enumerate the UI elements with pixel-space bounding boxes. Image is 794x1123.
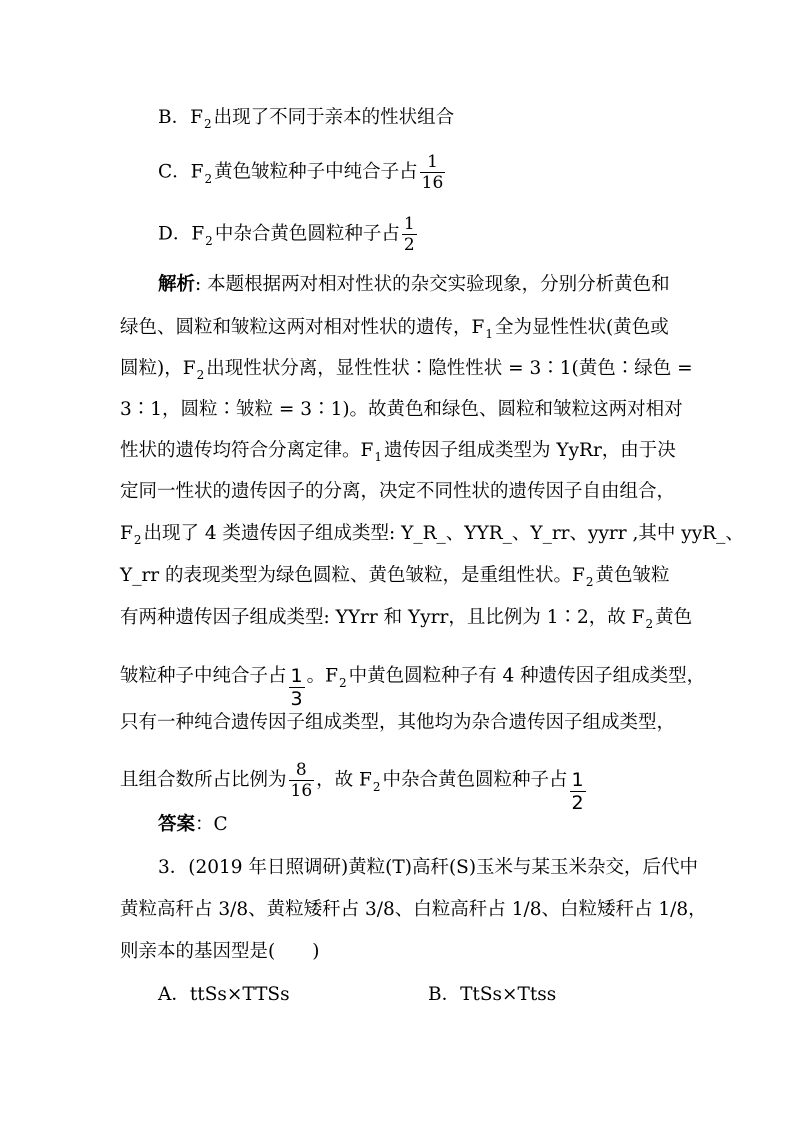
question-3-line-1 <box>158 856 698 880</box>
subscript: 2 <box>133 533 142 547</box>
subscript: 1 <box>485 327 493 341</box>
analysis-text: 性状的遗传均符合分离定律。F <box>120 440 374 461</box>
analysis-text: 遗传因子组成类型为 YyRr，由于决 <box>383 440 676 461</box>
option-d-prefix: D．F <box>158 223 205 245</box>
option-b <box>158 106 454 131</box>
numerator: 1 <box>571 769 584 791</box>
subscript: 2 <box>645 617 654 631</box>
denominator: 2 <box>403 235 415 255</box>
analysis-text: 出现了 4 类遗传因子组成类型: Y_R_、YYR_、Y_rr、yyrr ,其中 yyR_、 <box>143 523 744 544</box>
question-3-line-2 <box>120 898 707 922</box>
option-a-q3 <box>158 983 290 1007</box>
analysis-line-6 <box>120 480 675 504</box>
denominator: 16 <box>290 781 313 801</box>
subscript: 2 <box>196 368 205 382</box>
numerator: 1 <box>290 665 303 687</box>
analysis-text: 中杂合黄色圆粒种子占 <box>382 769 568 791</box>
analysis-line-5 <box>120 439 676 464</box>
analysis-label: 解析 <box>158 274 196 295</box>
analysis-text: : 本题根据两对相对性状的杂交实验现象，分别分析黄色和 <box>195 274 670 295</box>
option-d <box>158 214 419 255</box>
subscript: 2 <box>585 575 594 589</box>
analysis-line-1 <box>158 273 670 297</box>
question-text: 黄粒高秆占 3/8、黄粒矮秆占 3/8、白粒高秆占 1/8、白粒矮秆占 1/8， <box>120 899 707 920</box>
option-c <box>158 152 447 193</box>
denominator: 3 <box>290 688 303 710</box>
analysis-line-12 <box>120 758 588 814</box>
analysis-text: 有两种遗传因子组成类型: YYrr 和 Yyrr，且比例为 1∶2，故 F <box>120 607 645 628</box>
subscript: 2 <box>205 233 213 248</box>
analysis-text: 圆粒)，F <box>120 358 196 379</box>
numerator: 1 <box>403 214 415 234</box>
question-text: 则亲本的基因型是( ) <box>120 941 320 962</box>
analysis-text: 出现性状分离，显性性状∶隐性性状 = 3∶1(黄色∶绿色 = <box>206 358 693 379</box>
answer-label: 答案 <box>158 814 196 835</box>
analysis-text: 3∶1，圆粒∶皱粒 = 3∶1)。故黄色和绿色、圆粒和皱粒这两对相对 <box>120 399 683 420</box>
option-c-prefix: C．F <box>158 161 204 183</box>
subscript: 2 <box>338 675 347 690</box>
fraction <box>289 760 315 801</box>
analysis-text: ，故 F <box>316 769 372 791</box>
analysis-text: 。F <box>306 665 338 687</box>
option-c-text: 黄色皱粒种子中纯合子占 <box>214 161 418 183</box>
subscript: 2 <box>372 779 381 794</box>
fraction <box>402 214 417 255</box>
analysis-line-9 <box>120 606 692 631</box>
analysis-text: 黄色 <box>655 607 693 628</box>
option-b-text: 出现了不同于亲本的性状组合 <box>213 107 455 128</box>
analysis-line-7 <box>120 522 744 547</box>
analysis-text: 中黄色圆粒种子有 4 种遗传因子组成类型， <box>348 665 706 687</box>
subscript: 1 <box>374 450 382 464</box>
analysis-text: 全为显性性状(黄色或 <box>494 317 669 338</box>
fraction <box>570 769 586 814</box>
analysis-line-10 <box>120 654 706 710</box>
option-a-text: A．ttSs×TTSs <box>158 984 290 1005</box>
numerator: 1 <box>420 152 446 173</box>
analysis-line-11 <box>120 711 675 735</box>
analysis-text: 黄色皱粒 <box>595 565 670 586</box>
question-3-line-3 <box>120 940 319 964</box>
denominator: 16 <box>421 173 444 193</box>
analysis-text: 绿色、圆粒和皱粒这两对相对性状的遗传，F <box>120 317 485 338</box>
answer-line <box>158 813 228 837</box>
analysis-line-3 <box>120 357 693 382</box>
subscript: 2 <box>203 117 212 131</box>
analysis-text: 只有一种纯合遗传因子组成类型，其他均为杂合遗传因子组成类型， <box>120 712 676 733</box>
analysis-text: 皱粒种子中纯合子占 <box>120 665 287 687</box>
fraction <box>420 152 446 193</box>
option-b-text: B．TtSs×Ttss <box>428 984 557 1005</box>
denominator: 2 <box>571 792 584 814</box>
analysis-line-8 <box>120 564 670 589</box>
analysis-text: Y_rr 的表现类型为绿色圆粒、黄色皱粒，是重组性状。F <box>120 565 585 586</box>
question-text: 3．(2019 年日照调研)黄粒(T)高秆(S)玉米与某玉米杂交，后代中 <box>158 857 699 878</box>
answer-value: ：C <box>195 814 228 835</box>
analysis-text: 定同一性状的遗传因子的分离，决定不同性状的遗传因子自由组合， <box>120 481 676 502</box>
option-b-prefix: B．F <box>158 107 203 128</box>
option-d-text: 中杂合黄色圆粒种子占 <box>214 223 400 245</box>
analysis-line-4 <box>120 398 683 422</box>
analysis-text: F <box>120 523 133 544</box>
subscript: 2 <box>204 171 213 186</box>
numerator: 8 <box>289 760 315 781</box>
analysis-text: 且组合数所占比例为 <box>120 769 287 791</box>
analysis-line-2 <box>120 316 669 341</box>
fraction <box>289 665 305 710</box>
option-b-q3 <box>428 983 556 1007</box>
